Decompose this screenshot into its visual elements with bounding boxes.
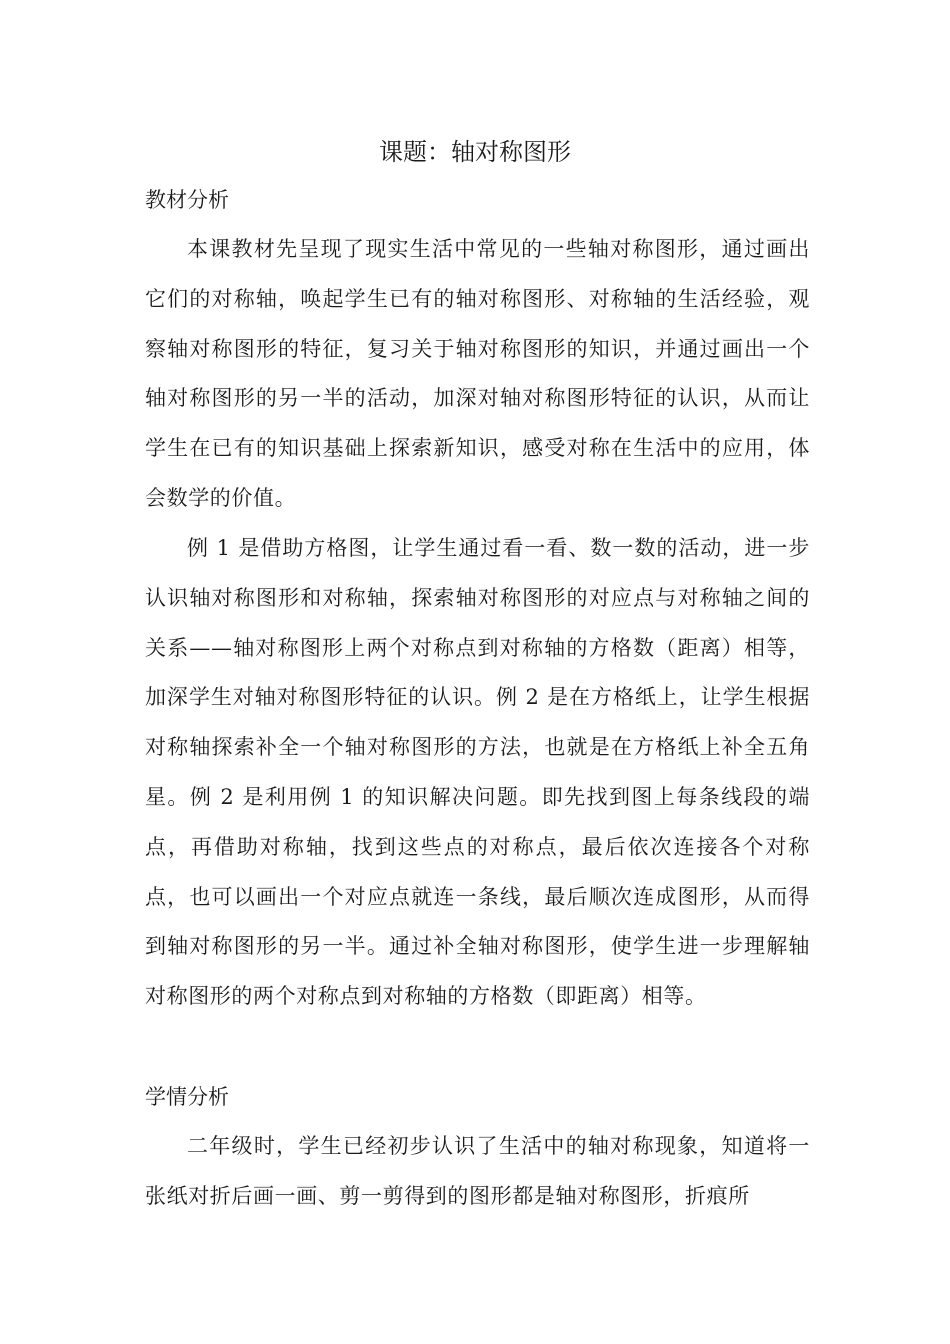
section-heading-textbook-analysis: 教材分析 — [145, 188, 229, 212]
section-heading-student-analysis: 学情分析 — [145, 1085, 229, 1109]
paragraph-textbook-overview: 本课教材先呈现了现实生活中常见的一些轴对称图形，通过画出它们的对称轴，唤起学生已有的轴对称图形、对称轴的生活经验，观察轴对称图形的特征，复习关于轴对称图形的知识，并通过画出一个轴对称图形的另一半的活动，加深对轴对称图形特征的认识，从而让学生在已有的知识基础上探索新知识，感受对称在生活中的应用，体会数学的价值。 — [145, 237, 810, 510]
paragraph-examples: 例 1 是借助方格图，让学生通过看一看、数一数的活动，进一步认识轴对称图形和对称轴，探索轴对称图形的对应点与对称轴之间的关系——轴对称图形上两个对称点到对称轴的方格数（距离）相等，加深学生对轴对称图形特征的认识。例 2 是在方格纸上，让学生根据对称轴探索补全一个轴对称图形的方法，也就是在方格纸上补全五角星。例 2 是利用例 1 的知识解决问题。即先找到图上每条线段的端点，再借助对称轴，找到这些点的对称点，最后依次连接各个对称点，也可以画出一个对应点就连一条线，最后顺次连成图形，从而得到轴对称图形的另一半。通过补全轴对称图形，使学生进一步理解轴对称图形的两个对称点到对称轴的方格数（即距离）相等。 — [145, 536, 810, 1009]
paragraph-student-background: 二年级时，学生已经初步认识了生活中的轴对称现象，知道将一张纸对折后画一画、剪一剪得到的图形都是轴对称图形，折痕所 — [145, 1134, 810, 1208]
page-title: 课题：轴对称图形 — [379, 138, 571, 166]
